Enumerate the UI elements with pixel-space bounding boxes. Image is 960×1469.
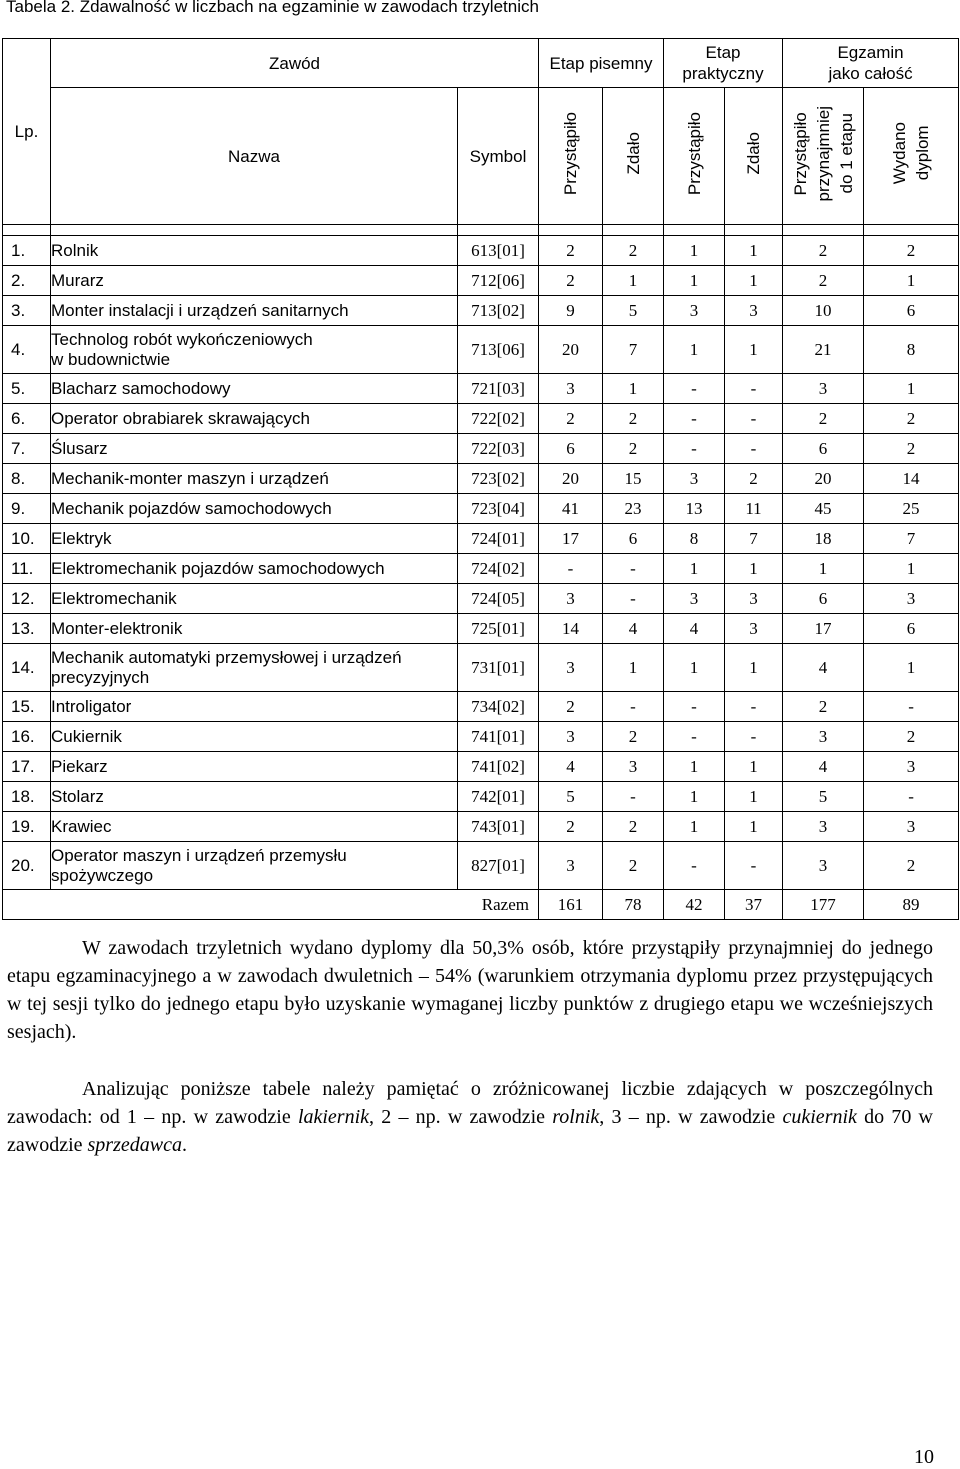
header-przystapilo-min: Przystąpiło przynajmniej do 1 etapu (783, 88, 864, 225)
row-value: - (864, 782, 959, 812)
row-value: - (664, 404, 725, 434)
row-value: 18 (783, 524, 864, 554)
row-value: 5 (603, 296, 664, 326)
row-value: - (725, 722, 783, 752)
row-value: 8 (664, 524, 725, 554)
row-value: 7 (864, 524, 959, 554)
row-value: - (603, 584, 664, 614)
row-value: 6 (783, 584, 864, 614)
row-value: - (603, 692, 664, 722)
row-name: Technolog robót wykończeniowych w budownictwie (51, 326, 458, 374)
row-symbol: 713[06] (458, 326, 539, 374)
header-egzamin: Egzamin jako całość (783, 39, 959, 88)
row-symbol: 734[02] (458, 692, 539, 722)
row-symbol: 742[01] (458, 782, 539, 812)
row-value: 4 (783, 644, 864, 692)
table-row (3, 464, 959, 494)
row-lp: 1. (3, 236, 51, 266)
row-value: 2 (603, 842, 664, 890)
row-symbol: 723[04] (458, 494, 539, 524)
row-value: 3 (664, 584, 725, 614)
row-symbol: 713[02] (458, 296, 539, 326)
row-value: 1 (725, 266, 783, 296)
row-value: 14 (539, 614, 603, 644)
row-value: 3 (539, 842, 603, 890)
row-value: 4 (539, 752, 603, 782)
row-lp: 16. (3, 722, 51, 752)
row-value: 1 (725, 236, 783, 266)
row-value: 3 (664, 296, 725, 326)
row-lp: 13. (3, 614, 51, 644)
row-value: 6 (864, 296, 959, 326)
header-nazwa: Nazwa (51, 88, 458, 225)
header-symbol: Symbol (458, 88, 539, 225)
row-value: 5 (783, 782, 864, 812)
row-value: 1 (664, 812, 725, 842)
row-name: Mechanik pojazdów samochodowych (51, 494, 458, 524)
row-symbol: 613[01] (458, 236, 539, 266)
row-lp: 10. (3, 524, 51, 554)
row-lp: 8. (3, 464, 51, 494)
total-value: 42 (664, 890, 725, 920)
row-value: 4 (783, 752, 864, 782)
row-lp: 7. (3, 434, 51, 464)
table-row (3, 404, 959, 434)
row-value: 2 (603, 722, 664, 752)
row-value: 2 (539, 266, 603, 296)
row-value: - (725, 842, 783, 890)
row-value: 25 (864, 494, 959, 524)
row-name: Piekarz (51, 752, 458, 782)
total-value: 161 (539, 890, 603, 920)
row-value: 3 (783, 722, 864, 752)
row-symbol: 722[03] (458, 434, 539, 464)
total-row (3, 890, 959, 920)
row-lp: 6. (3, 404, 51, 434)
results-table (2, 38, 959, 920)
row-value: 2 (864, 434, 959, 464)
row-value: - (664, 434, 725, 464)
row-value: 2 (603, 236, 664, 266)
row-value: 1 (725, 554, 783, 584)
table-row (3, 692, 959, 722)
row-value: 2 (603, 812, 664, 842)
row-lp: 20. (3, 842, 51, 890)
row-symbol: 724[05] (458, 584, 539, 614)
row-lp: 3. (3, 296, 51, 326)
row-value: 1 (725, 812, 783, 842)
header-etap-pisemny: Etap pisemny (539, 39, 664, 88)
row-value: 3 (539, 584, 603, 614)
row-name: Mechanik-monter maszyn i urządzeń (51, 464, 458, 494)
row-value: - (725, 404, 783, 434)
header-pisemny-zdalo: Zdało (603, 88, 664, 225)
row-value: - (864, 692, 959, 722)
row-value: - (603, 554, 664, 584)
total-value: 37 (725, 890, 783, 920)
row-value: 1 (664, 236, 725, 266)
row-value: 1 (864, 374, 959, 404)
row-lp: 15. (3, 692, 51, 722)
row-value: 3 (539, 722, 603, 752)
row-name: Stolarz (51, 782, 458, 812)
row-value: 4 (664, 614, 725, 644)
row-lp: 5. (3, 374, 51, 404)
row-value: 1 (783, 554, 864, 584)
row-value: 2 (864, 842, 959, 890)
row-value: 2 (864, 236, 959, 266)
row-value: 1 (864, 644, 959, 692)
table-row (3, 752, 959, 782)
row-value: - (664, 842, 725, 890)
row-value: - (539, 554, 603, 584)
row-value: 45 (783, 494, 864, 524)
table-row (3, 326, 959, 374)
row-value: 6 (783, 434, 864, 464)
table-row (3, 842, 959, 890)
row-value: 3 (864, 752, 959, 782)
row-name: Monter instalacji i urządzeń sanitarnych (51, 296, 458, 326)
row-lp: 9. (3, 494, 51, 524)
row-value: 3 (725, 584, 783, 614)
row-name: Introligator (51, 692, 458, 722)
table-row (3, 722, 959, 752)
row-value: 3 (783, 842, 864, 890)
row-name: Elektromechanik (51, 584, 458, 614)
table-row (3, 374, 959, 404)
row-value: 2 (603, 404, 664, 434)
row-value: 13 (664, 494, 725, 524)
row-symbol: 731[01] (458, 644, 539, 692)
row-value: 15 (603, 464, 664, 494)
header-zawod: Zawód (51, 39, 539, 88)
row-value: 1 (725, 644, 783, 692)
row-value: 3 (725, 614, 783, 644)
row-value: 3 (603, 752, 664, 782)
row-value: 1 (664, 266, 725, 296)
row-lp: 14. (3, 644, 51, 692)
row-value: 1 (725, 782, 783, 812)
row-value: 41 (539, 494, 603, 524)
row-value: 2 (539, 812, 603, 842)
row-symbol: 743[01] (458, 812, 539, 842)
header-praktyczny-przystapilo: Przystąpiło (664, 88, 725, 225)
row-value: 1 (664, 644, 725, 692)
row-name: Blacharz samochodowy (51, 374, 458, 404)
row-symbol: 723[02] (458, 464, 539, 494)
row-lp: 2. (3, 266, 51, 296)
row-value: 2 (864, 404, 959, 434)
table-row (3, 614, 959, 644)
row-value: 1 (725, 752, 783, 782)
row-symbol: 741[01] (458, 722, 539, 752)
row-value: 3 (539, 374, 603, 404)
table-row (3, 584, 959, 614)
row-value: - (664, 722, 725, 752)
row-value: 1 (664, 782, 725, 812)
row-value: 1 (603, 266, 664, 296)
row-name: Operator obrabiarek skrawających (51, 404, 458, 434)
row-value: 3 (664, 464, 725, 494)
row-value: 1 (864, 266, 959, 296)
row-value: 8 (864, 326, 959, 374)
row-value: 20 (539, 464, 603, 494)
row-value: 6 (539, 434, 603, 464)
row-symbol: 827[01] (458, 842, 539, 890)
table-row (3, 236, 959, 266)
row-name: Rolnik (51, 236, 458, 266)
header-praktyczny-zdalo: Zdało (725, 88, 783, 225)
table-row (3, 812, 959, 842)
header-etap-praktyczny: Etap praktyczny (664, 39, 783, 88)
row-value: 2 (783, 404, 864, 434)
row-symbol: 725[01] (458, 614, 539, 644)
row-name: Elektromechanik pojazdów samochodowych (51, 554, 458, 584)
header-lp: Lp. (3, 39, 51, 225)
row-value: 3 (783, 812, 864, 842)
row-symbol: 724[01] (458, 524, 539, 554)
table-row (3, 296, 959, 326)
row-symbol: 722[02] (458, 404, 539, 434)
row-value: 2 (539, 236, 603, 266)
row-name: Mechanik automatyki przemysłowej i urządzeń precyzyjnych (51, 644, 458, 692)
row-value: 3 (783, 374, 864, 404)
paragraph-analysis: Analizując poniższe tabele należy pamiętać o zróżnicowanej liczbie zdających w poszczególnych zawodach: od 1 – np. w zawodzie lakiernik, 2 – np. w zawodzie rolnik, 3 – np. w zawodzie cukiernik do 70 w zawodzie sprzedawca. (7, 1078, 933, 1156)
row-value: 2 (539, 404, 603, 434)
row-value: 3 (864, 812, 959, 842)
row-value: 1 (664, 326, 725, 374)
row-value: 1 (603, 644, 664, 692)
row-value: 9 (539, 296, 603, 326)
row-lp: 12. (3, 584, 51, 614)
row-value: - (603, 782, 664, 812)
row-value: - (725, 374, 783, 404)
row-value: 1 (725, 326, 783, 374)
header-wydano-dyplom: Wydano dyplom (864, 88, 959, 225)
row-value: - (725, 434, 783, 464)
row-value: - (664, 692, 725, 722)
paragraph-summary: W zawodach trzyletnich wydano dyplomy dla 50,3% osób, które przystąpiły przynajmniej do jednego etapu egzaminacyjnego a w zawodach dwuletnich – 54% (warunkiem otrzymania dyplomu przez przystępujących w tej sesji tylko do jednego etapu było uzyskanie wymaganej liczby punktów z drugiego etapu we wcześniejszych sesjach). (7, 937, 933, 1043)
total-value: 89 (864, 890, 959, 920)
page-number: 10 (914, 1446, 934, 1468)
table-row (3, 554, 959, 584)
table-row (3, 266, 959, 296)
row-value: 4 (603, 614, 664, 644)
row-value: 2 (725, 464, 783, 494)
row-value: 2 (783, 692, 864, 722)
row-lp: 19. (3, 812, 51, 842)
row-value: 7 (725, 524, 783, 554)
row-value: 20 (783, 464, 864, 494)
total-value: 78 (603, 890, 664, 920)
row-value: 1 (864, 554, 959, 584)
row-value: - (664, 374, 725, 404)
total-label: Razem (3, 890, 539, 920)
header-pisemny-przystapilo: Przystąpiło (539, 88, 603, 225)
row-name: Krawiec (51, 812, 458, 842)
row-value: 2 (864, 722, 959, 752)
row-symbol: 712[06] (458, 266, 539, 296)
table-caption: Tabela 2. Zdawalność w liczbach na egzaminie w zawodach trzyletnich (6, 0, 539, 16)
row-value: 3 (725, 296, 783, 326)
table-row (3, 644, 959, 692)
row-name: Operator maszyn i urządzeń przemysłu spożywczego (51, 842, 458, 890)
row-value: 2 (539, 692, 603, 722)
row-symbol: 741[02] (458, 752, 539, 782)
table-row (3, 782, 959, 812)
row-name: Monter-elektronik (51, 614, 458, 644)
row-value: 17 (539, 524, 603, 554)
table-row (3, 494, 959, 524)
row-lp: 17. (3, 752, 51, 782)
row-lp: 11. (3, 554, 51, 584)
row-name: Cukiernik (51, 722, 458, 752)
row-value: - (725, 692, 783, 722)
row-symbol: 724[02] (458, 554, 539, 584)
row-value: 2 (783, 266, 864, 296)
row-value: 14 (864, 464, 959, 494)
row-value: 3 (539, 644, 603, 692)
row-name: Ślusarz (51, 434, 458, 464)
row-value: 7 (603, 326, 664, 374)
row-value: 10 (783, 296, 864, 326)
table-row (3, 434, 959, 464)
row-value: 17 (783, 614, 864, 644)
row-value: 23 (603, 494, 664, 524)
row-value: 6 (864, 614, 959, 644)
table-row (3, 524, 959, 554)
row-value: 2 (783, 236, 864, 266)
row-value: 21 (783, 326, 864, 374)
row-value: 20 (539, 326, 603, 374)
row-value: 1 (664, 554, 725, 584)
row-value: 5 (539, 782, 603, 812)
row-value: 1 (603, 374, 664, 404)
row-value: 2 (603, 434, 664, 464)
row-lp: 18. (3, 782, 51, 812)
total-value: 177 (783, 890, 864, 920)
row-value: 1 (664, 752, 725, 782)
row-lp: 4. (3, 326, 51, 374)
row-symbol: 721[03] (458, 374, 539, 404)
row-value: 3 (864, 584, 959, 614)
row-name: Elektryk (51, 524, 458, 554)
row-name: Murarz (51, 266, 458, 296)
row-value: 6 (603, 524, 664, 554)
row-value: 11 (725, 494, 783, 524)
